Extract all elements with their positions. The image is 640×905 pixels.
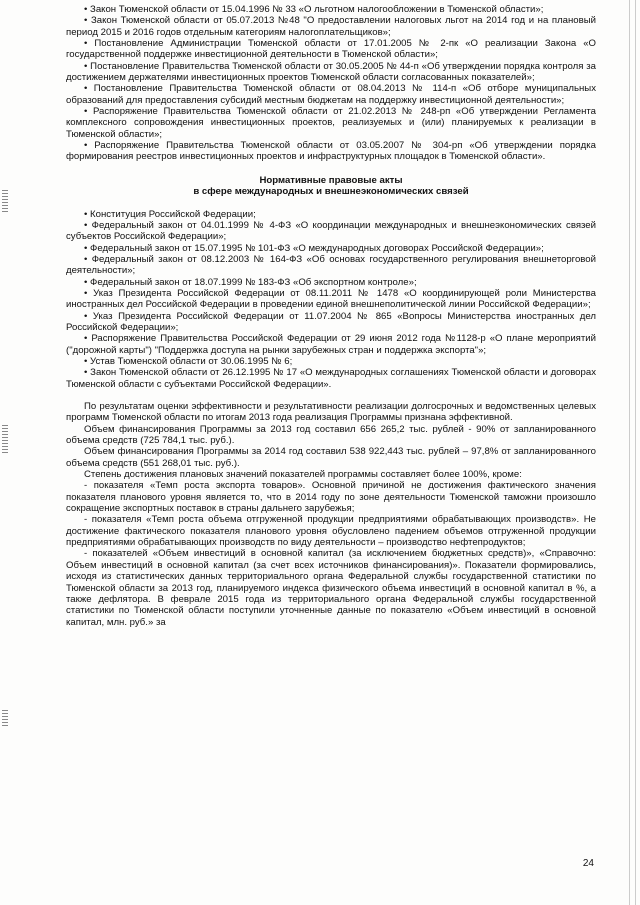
paragraph: Объем финансирования Программы за 2013 год составил 656 265,2 тыс. рублей - 90% от запланированного объема средств (725 784,1 тыс. руб.). [66,423,596,447]
section-heading-line2: в сфере международных и внешнеэкономических связей [193,186,469,198]
list-item: • Постановление Правительства Тюменской области от 08.04.2013 № 114-п «Об отборе муниципальных образований для предоставления субсидий местным бюджетам на поддержку инвестиционной деятельности»; [66,83,596,106]
list-item: • Закон Тюменской области от 05.07.2013 №48 "О предоставлении налоговых льгот на 2014 год и на плановый период 2015 и 2016 годов отдельным категориям налогоплательщиков»; [66,15,596,38]
page-number: 24 [582,858,594,869]
list-item: • Устав Тюменской области от 30.06.1995 № 6; [84,355,293,367]
evaluation-section [66,401,596,628]
paragraph: - показателя «Темп роста объема отгруженной продукции предприятиями обрабатывающих производств». Не достижение фактического показателя планового уровня обусловлено падением объемов отгруженной продукции предприятиями обрабатывающих производств по виду деятельности – производство нефтепродуктов; [66,514,596,549]
paragraph: Степень достижения плановых значений показателей программы составляет более 100%, кроме: [84,469,522,481]
list-item: • Федеральный закон от 18.07.1999 № 183-ФЗ «Об экспортном контроле»; [84,276,417,288]
document-body [66,4,596,628]
list-item: • Конституция Российской Федерации; [84,208,256,220]
scan-margin-mark [2,190,8,212]
list-item: • Постановление Администрации Тюменской области от 17.01.2005 № 2-пк «О реализации Закона «О государственной поддержке инвестиционной деятельности в Тюменской области»; [66,38,596,61]
scan-margin-mark [2,710,8,728]
list-item: • Закон Тюменской области от 26.12.1995 № 17 «О международных соглашениях Тюменской области и договорах Тюменской области с субъектами Российской Федерации». [66,367,596,390]
list-item: • Федеральный закон от 08.12.2003 № 164-ФЗ «Об основах государственного регулирования внешнеторговой деятельности»; [66,253,596,277]
list-item: • Постановление Правительства Тюменской области от 30.05.2005 № 44-п «Об утверждении порядка контроля за достижением держателями инвестиционных проектов Тюменской области согласованных показателей»; [66,60,596,84]
list-item: • Распоряжение Правительства Российской Федерации от 29 июня 2012 года №1128-р «О плане мероприятий ("дорожной карты") "Поддержка доступа на рынки зарубежных стран и поддержка экспорта"»; [66,333,596,356]
paragraph: - показателей «Объем инвестиций в основной капитал (за исключением бюджетных средств)», «Справочно: Объем инвестиций в основной капитал (за счет всех источников финансирования)». Показатели формировались, исходя из статистических данных территориального органа Федеральной службы государственной статистики по Тюменской области за 2013 год, планируемого индекса физического объема инвестиций в основной капитал в %, а также дефлятора. В феврале 2015 года из территориального органа Федеральной службы государственной статистики по Тюменской области поступили уточненные данные по показателю «Объем инвестиций в основной капитал, млн. руб.» за [66,548,596,628]
investment-acts-list [66,4,596,163]
list-item: • Указ Президента Российской Федерации от 11.07.2004 № 865 «Вопросы Министерства иностранных дел Российской Федерации»; [66,310,596,333]
international-acts-list [66,209,596,391]
paragraph: Объем финансирования Программы за 2014 год составил 538 922,443 тыс. рублей – 97,8% от запланированного объема средств (551 268,01 тыс. руб.). [66,446,596,469]
list-item: • Указ Президента Российской Федерации от 08.11.2011 № 1478 «О координирующей роли Министерства иностранных дел Российской Федерации в проведении единой внешнеполитической линии Российской Федерации»; [66,287,596,311]
list-item: • Закон Тюменской области от 15.04.1996 № 33 «О льготном налогообложении в Тюменской области»; [84,4,544,15]
list-item: • Федеральный закон от 04.01.1999 № 4-ФЗ «О координации международных и внешнеэкономических связей субъектов Российской Федерации»; [66,219,596,243]
scan-margin-mark [2,425,8,455]
paragraph: - показателя «Темп роста экспорта товаров». Основной причиной не достижения фактического значения показателя планового уровня является то, что в 2014 году по зоне деятельности Тюменской таможни произошло сокращение экспортных поставок в страны дальнего зарубежья; [66,480,596,515]
section-heading-line1: Нормативные правовые акты [259,174,403,186]
list-item: • Федеральный закон от 15.07.1995 № 101-ФЗ «О международных договорах Российской Федерации»; [84,242,544,254]
paragraph: По результатам оценки эффективности и результативности реализации долгосрочных и ведомственных целевых программ Тюменской области по итогам 2013 года реализация Программы признана эффективной. [66,401,596,424]
scan-edge-shadow [626,0,640,905]
list-item: • Распоряжение Правительства Тюменской области от 21.02.2013 № 248-рп «Об утверждении Регламента комплексного сопровождения инвестиционных проектов, реализуемых и (или) планируемых к реализации в Тюменской области»; [66,106,596,140]
list-item: • Распоряжение Правительства Тюменской области от 03.05.2007 № 304-рп «Об утверждении порядка формирования реестров инвестиционных проектов и инфраструктурных площадок в Тюменской области». [66,140,596,163]
